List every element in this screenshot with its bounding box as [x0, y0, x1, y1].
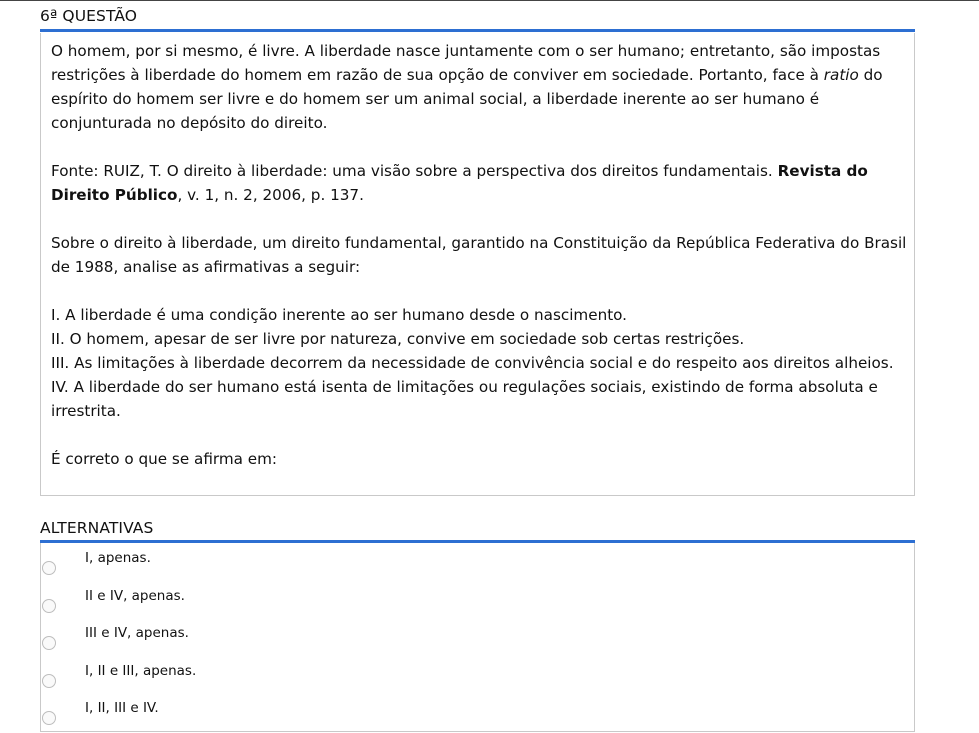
paragraph-text-continued: do espírito do homem ser livre e do homem ser um animal social, a liberdade inerente ao ser humano é conjunturada no depósito do direito. [51, 66, 883, 132]
source-journal: Revista do Direito Público [51, 162, 868, 204]
statement-3: III. As limitações à liberdade decorrem da necessidade de convivência social e do respeito aos direitos alheios. [51, 354, 894, 372]
question-prompt: Sobre o direito à liberdade, um direito fundamental, garantido na Constituição da República Federativa do Brasil de 1988, analise as afirmativas a seguir: [51, 234, 907, 276]
alternative-label-d[interactable]: I, II e III, apenas. [85, 663, 197, 679]
radio-button-e[interactable] [42, 711, 56, 725]
question-title-underline [40, 29, 915, 32]
question-closing: É correto o que se afirma em: [51, 450, 278, 468]
alternative-option-b[interactable] [41, 585, 911, 615]
statement-4: IV. A liberdade do ser humano está isenta de limitações ou regulações sociais, existindo de forma absoluta e irrestrita. [51, 378, 878, 420]
paragraph-italic: ratio [823, 66, 859, 84]
question-title: 6ª QUESTÃO [40, 7, 138, 25]
source-text: Fonte: RUIZ, T. O direito à liberdade: uma visão sobre a perspectiva dos direitos fundamentais. [51, 162, 778, 180]
radio-button-a[interactable] [42, 561, 56, 575]
alternative-option-c[interactable] [41, 622, 911, 652]
alternative-label-e[interactable]: I, II, III e IV. [85, 700, 159, 716]
alternative-label-a[interactable]: I, apenas. [85, 550, 151, 566]
alternative-label-c[interactable]: III e IV, apenas. [85, 625, 189, 641]
question-source [51, 159, 909, 207]
paragraph-text: O homem, por si mesmo, é livre. A liberdade nasce juntamente com o ser humano; entretanto, são impostas restrições à liberdade do homem em razão de sua opção de conviver em sociedade. Portanto, face à [51, 42, 881, 84]
alternative-label-b[interactable]: II e IV, apenas. [85, 588, 185, 604]
statement-1: I. A liberdade é uma condição inerente ao ser humano desde o nascimento. [51, 306, 628, 324]
alternative-option-a[interactable] [41, 547, 911, 577]
alternative-option-d[interactable] [41, 660, 911, 690]
question-paragraph [51, 39, 909, 135]
statement-2: II. O homem, apesar de ser livre por natureza, convive em sociedade sob certas restrições. [51, 330, 745, 348]
alternatives-title: ALTERNATIVAS [40, 519, 154, 537]
radio-button-d[interactable] [42, 674, 56, 688]
question-body [51, 39, 909, 471]
top-divider [0, 0, 979, 1]
radio-button-b[interactable] [42, 599, 56, 613]
radio-button-c[interactable] [42, 636, 56, 650]
alternatives-panel [40, 543, 915, 732]
question-panel [40, 33, 915, 496]
source-details: , v. 1, n. 2, 2006, p. 137. [177, 186, 364, 204]
alternative-option-e[interactable] [41, 697, 911, 727]
